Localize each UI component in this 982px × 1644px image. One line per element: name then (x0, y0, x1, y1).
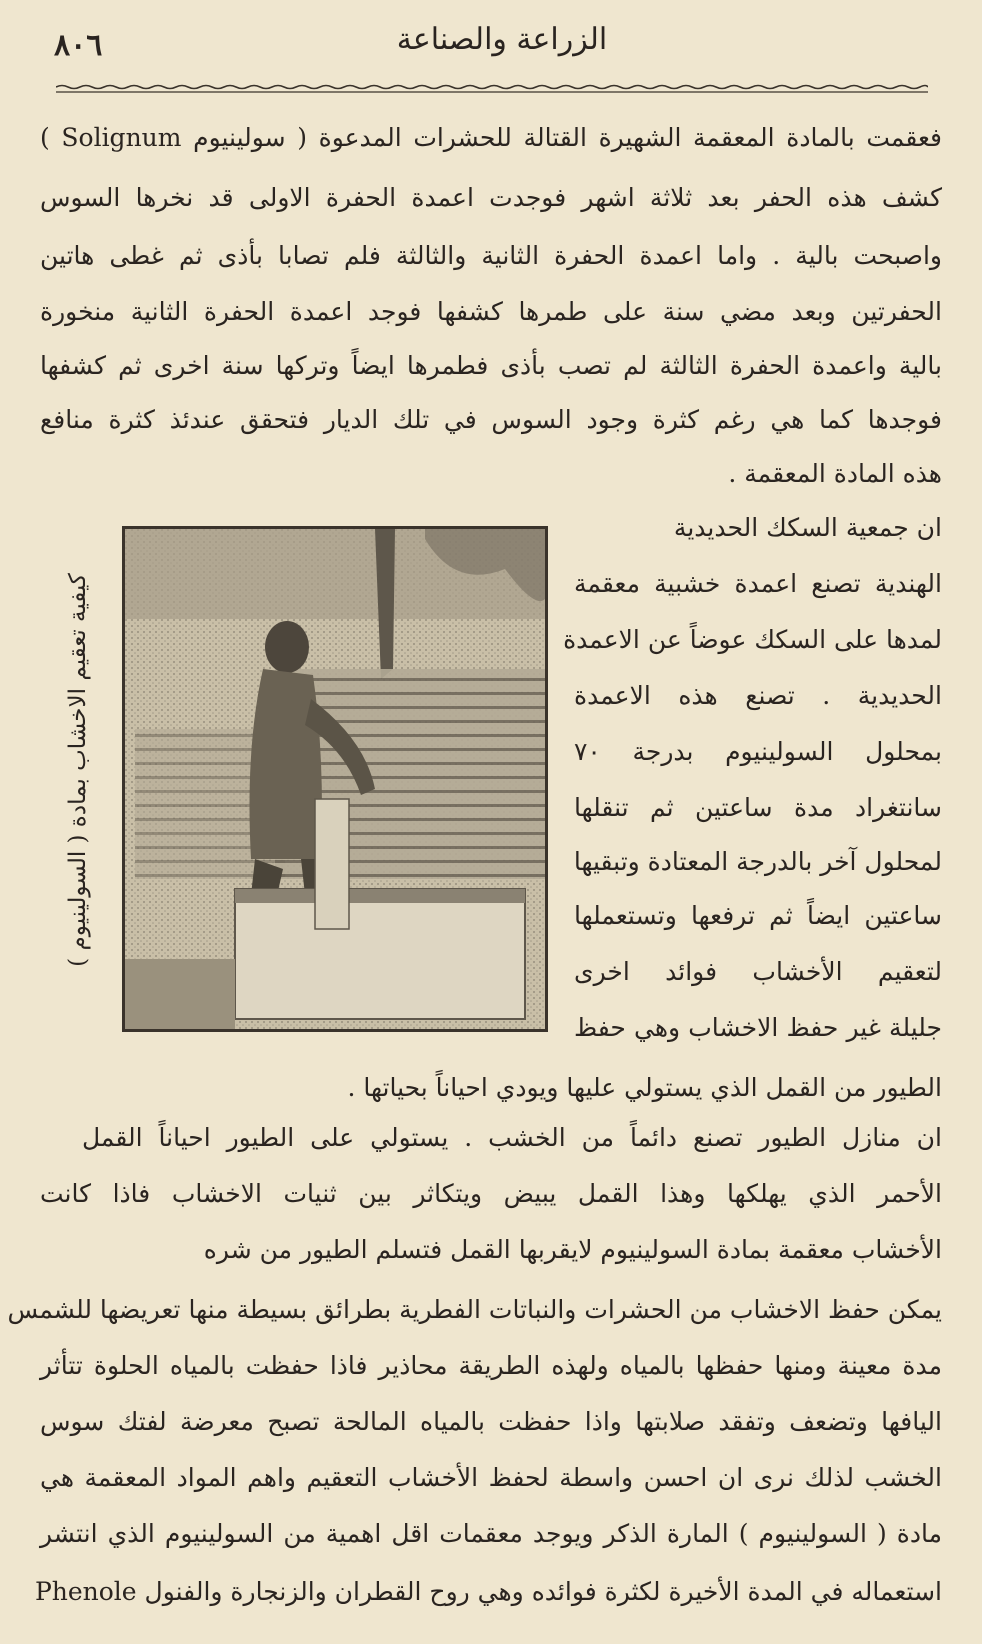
photo-image (125, 529, 545, 1029)
text-line: ان جمعية السكك الحديدية (673, 513, 942, 542)
text-line: لمدها على السكك عوضاً عن الاعمدة (563, 625, 942, 654)
text-line: الطيور من القمل الذي يستولي عليها ويودي احياناً بحياتها . (347, 1073, 942, 1102)
text-line: يمكن حفظ الاخشاب من الحشرات والنباتات الفطرية بطرائق بسيطة منها تعريضها للشمس (7, 1295, 942, 1324)
text-line: الخشب لذلك نرى ان احسن واسطة لحفظ الأخشاب التعقيم واهم المواد المعقمة هي (40, 1463, 942, 1492)
text-line: مادة ( السولينيوم ) المارة الذكر ويوجد معقمات اقل اهمية من السولينيوم الذي انتشر (40, 1519, 942, 1548)
text-line: ان منازل الطيور تصنع دائماً من الخشب . يستولي على الطيور احياناً القمل (82, 1123, 942, 1152)
text-line: مدة معينة ومنها حفظها بالمياه ولهذه الطريقة محاذير فاذا حفظت بالمياه الحلوة تتأثر (40, 1351, 942, 1380)
text-line: الحفرتين وبعد مضي سنة على طمرها كشفها فوجد اعمدة الحفرة الثانية منخورة (40, 297, 942, 326)
text-line: كشف هذه الحفر بعد ثلاثة اشهر فوجدت اعمدة الحفرة الاولى قد نخرها السوس (40, 183, 942, 212)
text-line: فوجدها كما هي رغم كثرة وجود السوس في تلك الديار فتحقق عندئذ كثرة منافع (40, 405, 942, 434)
figure-caption-text: كيفية تعقيم الاخشاب بمادة ( السولينيوم ) (65, 573, 91, 967)
text-line: فعقمت بالمادة المعقمة الشهيرة القتالة للحشرات المدعوة ( سولينيوم Solignum ) (40, 123, 943, 152)
text-line: هذه المادة المعقمة . (728, 459, 942, 488)
text-line: الأخشاب معقمة بمادة السولينيوم لايقربها القمل فتسلم الطيور من شره (203, 1235, 942, 1264)
header-rule (56, 84, 928, 94)
text-line: الأحمر الذي يهلكها وهذا القمل يبيض ويتكاثر بين ثنيات الاخشاب فاذا كانت (40, 1179, 942, 1208)
text-line: بالية واعمدة الحفرة الثالثة لم تصب بأذى فطمرها ايضاً وتركها سنة اخرى ثم كشفها (40, 351, 942, 380)
text-line: الحديدية . تصنع هذه الاعمدة (574, 681, 942, 710)
text-line: اليافها وتضعف وتفقد صلابتها واذا حفظت بالمياه المالحة تصبح معرضة لفتك سوس (40, 1407, 942, 1436)
text-line: بمحلول السولينيوم بدرجة ٧٠ (574, 737, 942, 766)
text-line: لتعقيم الأخشاب فوائد اخرى (574, 957, 942, 986)
text-line: سانتغراد مدة ساعتين ثم تنقلها (574, 793, 942, 822)
text-line: استعماله في المدة الأخيرة لكثرة فوائده وهي روح القطران والزنجارة والفنول Phenole (34, 1577, 942, 1606)
text-line: الهندية تصنع اعمدة خشبية معقمة (574, 569, 942, 598)
text-line: واصبحت بالية . واما اعمدة الحفرة الثانية والثالثة فلم تصابا بأذى ثم غطى هاتين (40, 241, 942, 270)
running-title: الزراعة والصناعة (396, 22, 608, 57)
text-line: لمحلول آخر بالدرجة المعتادة وتبقيها (573, 847, 942, 876)
text-line: جليلة غير حفظ الاخشاب وهي حفظ (574, 1013, 942, 1042)
photo-figure (122, 526, 548, 1032)
figure-caption (48, 540, 108, 1000)
page-number: ٨٠٦ (54, 28, 103, 63)
text-line: ساعتين ايضاً ثم ترفعها وتستعملها (574, 901, 942, 930)
